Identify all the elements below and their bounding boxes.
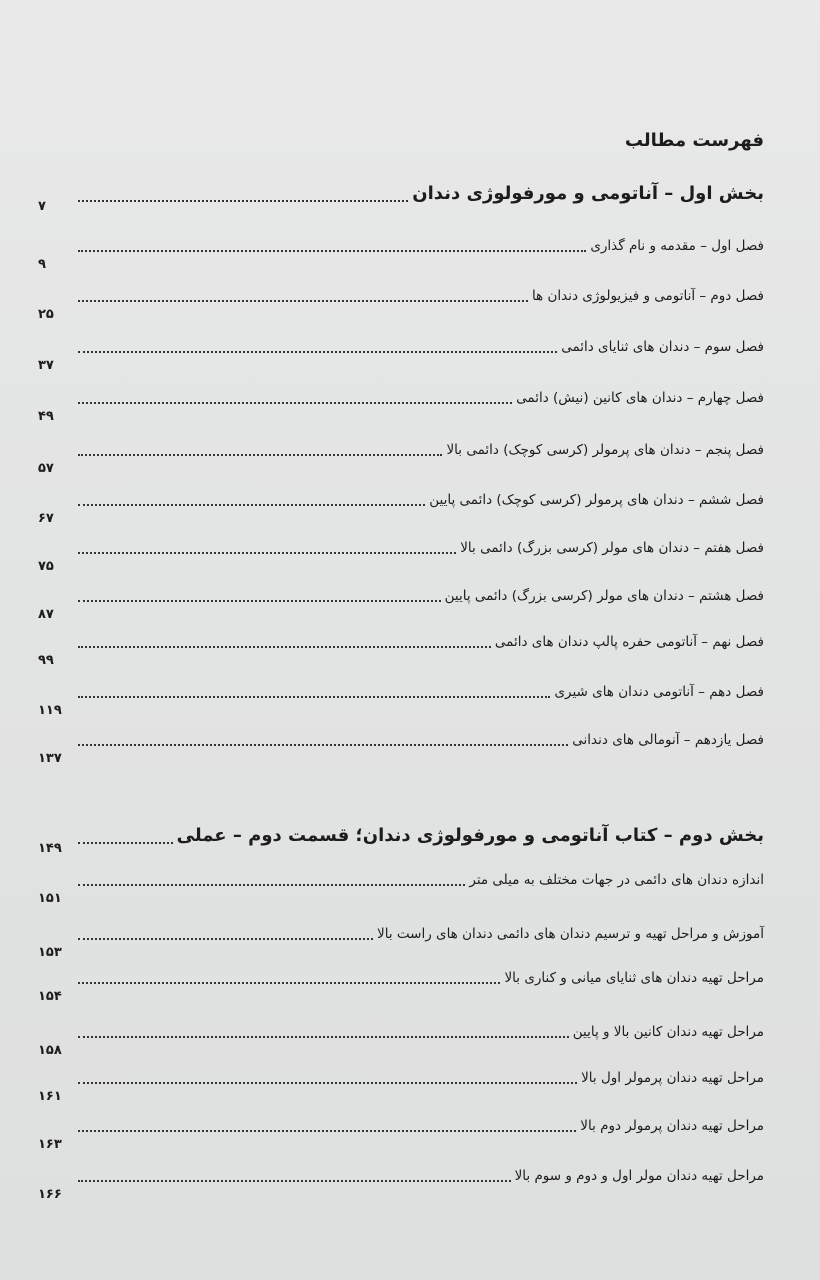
toc-entry-page: ۹ bbox=[38, 257, 46, 272]
part1-heading: بخش اول – آناتومی و مورفولوژی دندان bbox=[412, 183, 764, 204]
toc-entry-label: مراحل تهیه دندان کانین بالا و پایین bbox=[572, 1024, 764, 1040]
part1-heading-row bbox=[38, 180, 764, 214]
toc-entry-label: مراحل تهیه دندان پرمولر اول بالا bbox=[581, 1070, 764, 1086]
toc-entry bbox=[38, 676, 764, 718]
toc-entry-page: ۱۶۱ bbox=[38, 1089, 62, 1104]
leader-dots bbox=[78, 600, 441, 602]
toc-entry-page: ۶۷ bbox=[38, 511, 54, 526]
leader-dots bbox=[78, 200, 408, 202]
part1-page-number: ۷ bbox=[38, 199, 46, 214]
toc-entry-page: ۴۹ bbox=[38, 409, 54, 424]
toc-entry-page: ۱۳۷ bbox=[38, 751, 62, 766]
leader-dots bbox=[78, 646, 491, 648]
toc-entry-page: ۵۷ bbox=[38, 461, 54, 476]
toc-entry-label: فصل اول – مقدمه و نام گذاری bbox=[590, 238, 764, 254]
toc-entry-page: ۱۵۴ bbox=[38, 989, 62, 1004]
leader-dots bbox=[78, 1036, 569, 1038]
toc-entry-page: ۷۵ bbox=[38, 559, 54, 574]
leader-dots bbox=[78, 250, 586, 252]
toc-entry-label: اندازه دندان های دائمی در جهات مختلف به میلی متر bbox=[469, 872, 764, 888]
toc-entry-label: فصل هشتم – دندان های مولر (کرسی بزرگ) دائمی پایین bbox=[444, 588, 764, 604]
toc-entry-label: فصل دوم – آناتومی و فیزیولوژی دندان ها bbox=[531, 288, 764, 304]
toc-entry-page: ۱۱۹ bbox=[38, 703, 62, 718]
toc-entry bbox=[38, 962, 764, 1004]
toc-entry-page: ۱۵۸ bbox=[38, 1043, 62, 1058]
toc-entry-page: ۱۵۳ bbox=[38, 945, 62, 960]
toc-entry bbox=[38, 1110, 764, 1152]
leader-dots bbox=[78, 1130, 576, 1132]
toc-entry bbox=[38, 280, 764, 322]
leader-dots bbox=[78, 696, 550, 698]
toc-entry-label: فصل چهارم – دندان های کانین (نیش) دائمی bbox=[516, 390, 764, 406]
toc-entry bbox=[38, 1016, 764, 1058]
toc-entry bbox=[38, 864, 764, 906]
toc-entry-label: فصل نهم – آناتومی حفره پالپ دندان های دائمی bbox=[494, 634, 764, 650]
leader-dots bbox=[78, 402, 512, 404]
toc-entry-page: ۸۷ bbox=[38, 607, 54, 622]
toc-entry-label: مراحل تهیه دندان مولر اول و دوم و سوم بالا bbox=[514, 1168, 764, 1184]
toc-entry bbox=[38, 724, 764, 766]
part2-heading: بخش دوم – کتاب آناتومی و مورفولوژی دندان؛ قسمت دوم – عملی bbox=[176, 825, 764, 846]
leader-dots bbox=[78, 351, 557, 353]
part2-heading-row bbox=[38, 822, 764, 856]
leader-dots bbox=[78, 982, 500, 984]
leader-dots bbox=[78, 842, 173, 844]
toc-entry bbox=[38, 580, 764, 622]
toc-entry bbox=[38, 1160, 764, 1202]
toc-entry bbox=[38, 626, 764, 668]
toc-entry bbox=[38, 918, 764, 960]
toc-entry-page: ۱۶۳ bbox=[38, 1137, 62, 1152]
toc-entry-page: ۳۷ bbox=[38, 358, 54, 373]
toc-entry bbox=[38, 230, 764, 272]
leader-dots bbox=[78, 504, 425, 506]
toc-entry bbox=[38, 1062, 764, 1104]
leader-dots bbox=[78, 938, 373, 940]
leader-dots bbox=[78, 300, 528, 302]
part2-page-number: ۱۴۹ bbox=[38, 841, 62, 856]
toc-entry-label: فصل هفتم – دندان های مولر (کرسی بزرگ) دائمی بالا bbox=[460, 540, 764, 556]
toc-entry-label: فصل پنجم – دندان های پرمولر (کرسی کوچک) دائمی بالا bbox=[446, 442, 764, 458]
toc-entry-label: آموزش و مراحل تهیه و ترسیم دندان های دائمی دندان های راست بالا bbox=[377, 926, 764, 942]
toc-title: فهرست مطالب bbox=[624, 130, 764, 151]
leader-dots bbox=[78, 744, 568, 746]
leader-dots bbox=[78, 552, 456, 554]
toc-entry bbox=[38, 484, 764, 526]
toc-entry bbox=[38, 382, 764, 424]
toc-entry-label: فصل سوم – دندان های ثنایای دائمی bbox=[561, 339, 764, 355]
toc-entry bbox=[38, 434, 764, 476]
leader-dots bbox=[78, 884, 465, 886]
toc-entry-label: فصل یازدهم – آنومالی های دندانی bbox=[572, 732, 764, 748]
toc-entry-page: ۱۵۱ bbox=[38, 891, 62, 906]
toc-entry bbox=[38, 331, 764, 373]
toc-entry-page: ۲۵ bbox=[38, 307, 54, 322]
toc-entry-label: مراحل تهیه دندان پرمولر دوم بالا bbox=[580, 1118, 764, 1134]
leader-dots bbox=[78, 1180, 511, 1182]
toc-entry-label: فصل ششم – دندان های پرمولر (کرسی کوچک) دائمی پایین bbox=[429, 492, 764, 508]
toc-entry-label: فصل دهم – آناتومی دندان های شیری bbox=[554, 684, 764, 700]
toc-entry-page: ۱۶۶ bbox=[38, 1187, 62, 1202]
toc-entry bbox=[38, 532, 764, 574]
leader-dots bbox=[78, 1082, 577, 1084]
toc-entry-page: ۹۹ bbox=[38, 653, 54, 668]
toc-entry-label: مراحل تهیه دندان های ثنایای میانی و کناری بالا bbox=[504, 970, 764, 986]
leader-dots bbox=[78, 454, 442, 456]
